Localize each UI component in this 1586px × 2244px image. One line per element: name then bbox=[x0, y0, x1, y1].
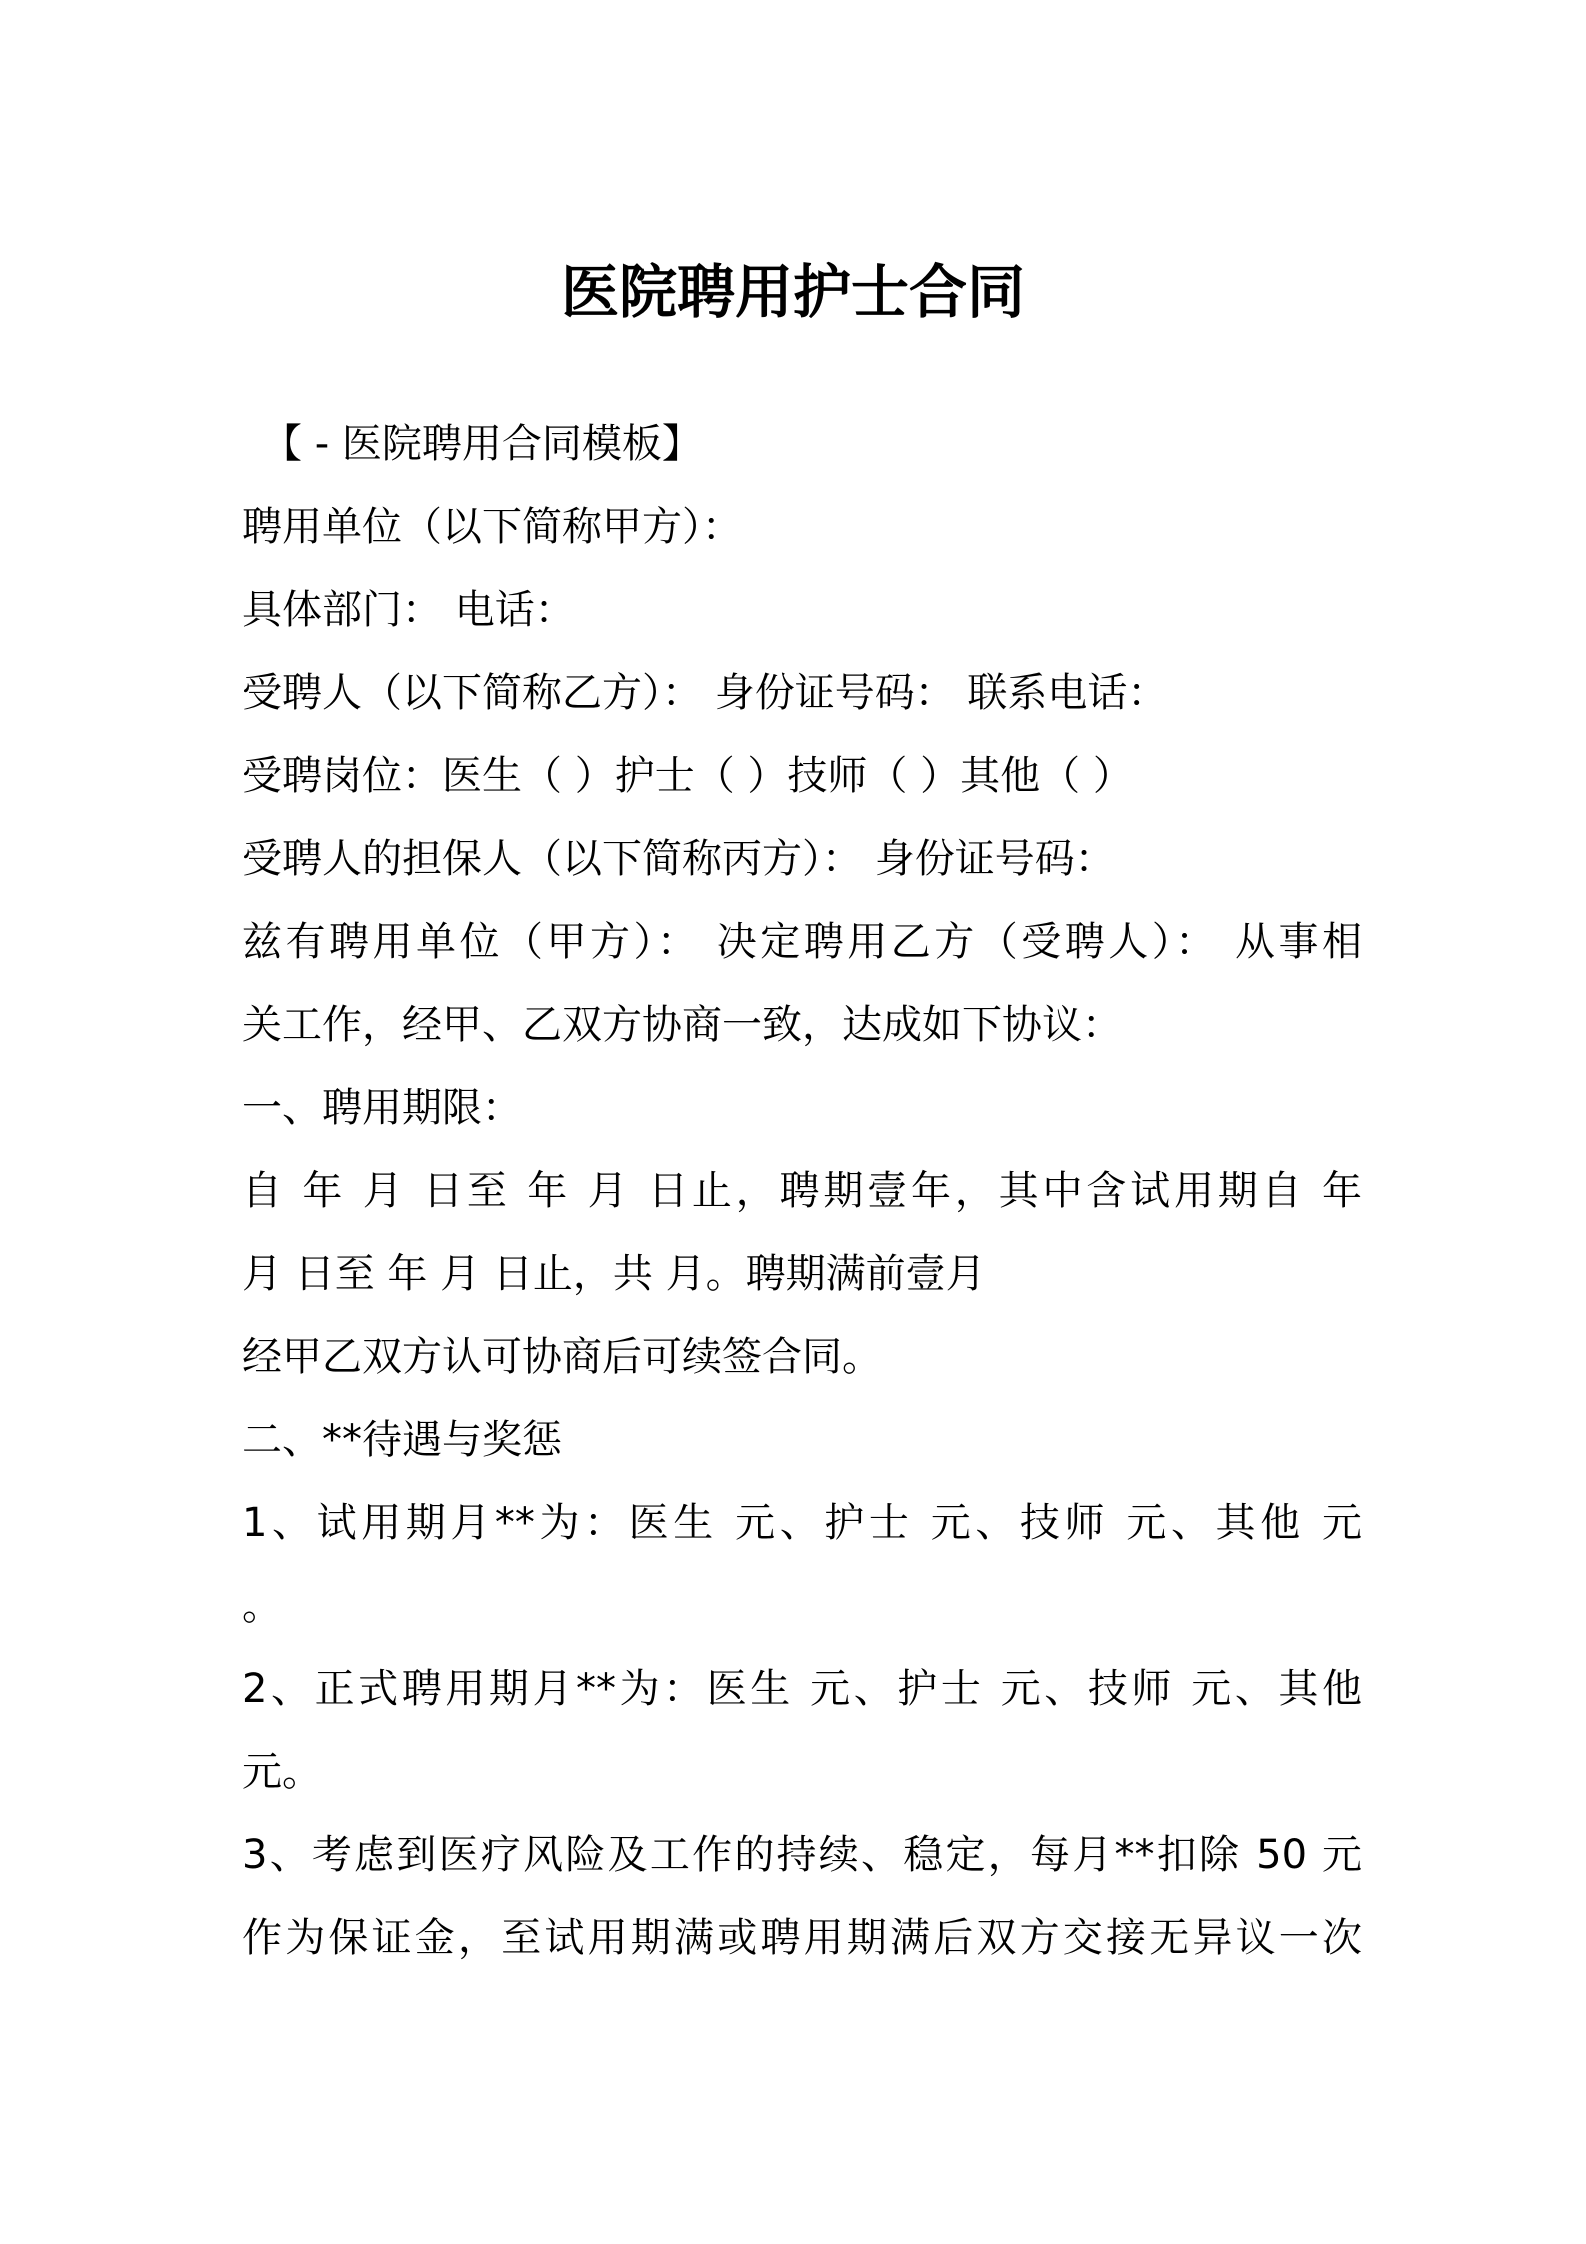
department-phone-line: 具体部门： 电话： bbox=[242, 587, 575, 633]
pay-item-3-line-2: 作为保证金，至试用期满或聘用期满后双方交接无异议一次 bbox=[242, 1915, 1362, 1961]
pay-item-2-line-2: 元。 bbox=[242, 1749, 322, 1795]
term-line-2: 月 日至 年 月 日止，共 月。聘期满前壹月 bbox=[242, 1251, 986, 1297]
employer-line: 聘用单位（以下简称甲方）： bbox=[242, 504, 742, 550]
section-heading-term: 一、聘用期限： bbox=[242, 1085, 522, 1131]
position-line: 受聘岗位：医生（ ）护士（ ）技师（ ）其他（ ） bbox=[242, 753, 1133, 799]
pay-item-3-line-1: 3、考虑到医疗风险及工作的持续、稳定，每月**扣除 50 元 bbox=[242, 1832, 1362, 1878]
term-line-3: 经甲乙双方认可协商后可续签合同。 bbox=[242, 1334, 882, 1380]
section-heading-pay: 二、**待遇与奖惩 bbox=[242, 1417, 562, 1463]
guarantor-line: 受聘人的担保人（以下简称丙方）： 身份证号码： bbox=[242, 836, 1115, 882]
agreement-intro-line-2: 关工作，经甲、乙双方协商一致，达成如下协议： bbox=[242, 1002, 1122, 1048]
agreement-intro-line-1: 兹有聘用单位（甲方）： 决定聘用乙方（受聘人）： 从事相 bbox=[242, 919, 1362, 965]
employee-line: 受聘人（以下简称乙方）： 身份证号码： 联系电话： bbox=[242, 670, 1168, 716]
term-line-1: 自 年 月 日至 年 月 日止，聘期壹年，其中含试用期自 年 bbox=[242, 1168, 1362, 1214]
template-label-line: 【 - 医院聘用合同模板】 bbox=[262, 421, 702, 467]
pay-item-1-line-2: 。 bbox=[242, 1583, 282, 1629]
document-title: 医院聘用护士合同 bbox=[560, 258, 1025, 326]
pay-item-1-line-1: 1、试用期月**为：医生 元、护士 元、技师 元、其他 元 bbox=[242, 1500, 1362, 1546]
pay-item-2-line-1: 2、正式聘用期月**为：医生 元、护士 元、技师 元、其他 bbox=[242, 1666, 1362, 1712]
